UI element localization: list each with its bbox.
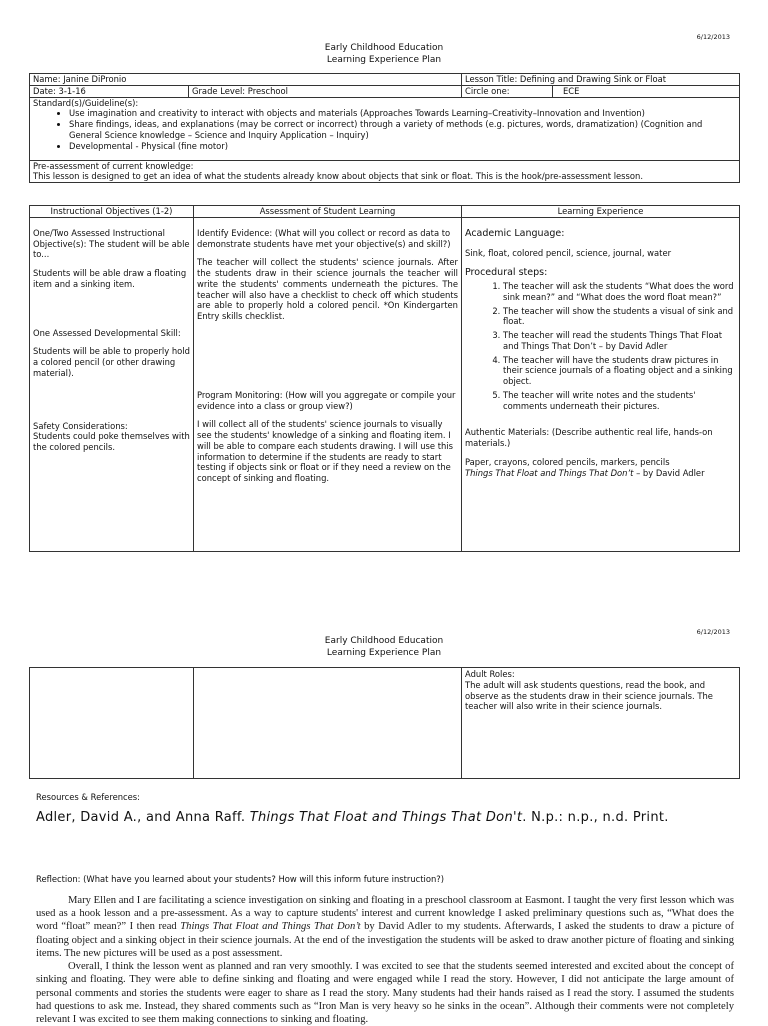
authentic-book-title: Things That Float and Things That Don’t [465,467,634,478]
continuation-table [29,667,740,779]
program-monitoring-text: I will collect all of the students' science journals to visually see the students' knowledge of a sinking and floating item. I will be able to compare each students drawing. I will use this information to determine if the students are ready to start testing if objects sink or float or if they need a review on the concept of sinking and floating. [197,419,454,483]
standard-item: • Use imagination and creativity to interact with objects and materials (Approaches Towards Learning–Creativity–Innovation and Invention) [69,108,736,119]
page-header [0,636,768,659]
page-header [0,43,768,66]
resources-label: Resources & References: [36,792,140,802]
procedural-steps-list [465,281,736,411]
grade-level-field: Grade Level: Preschool [189,85,462,97]
safety-text: Students could poke themselves with the colored pencils. [33,431,190,452]
reflection-body [36,894,734,1026]
adult-roles-cell [462,668,740,779]
reflection-p1-end: by David Adler to my students. Afterwards, I asked the students to draw a picture of floating object and a sinking object in their science journals. At the end of the investigation the students will be asked to draw another picture of floating and sinking items. The new pictures will be used as a post assessment. [36,921,734,959]
standard-item: • Share findings, ideas, and explanations (may be correct or incorrect) through a variety of methods (e.g. pictures, words, dramatization) (Cognition and General Science knowledge – Science and Inquiry Application – Inquiry) [69,119,736,141]
preassessment-cell [30,160,740,183]
standard-item: • Developmental - Physical (fine motor) [69,141,736,152]
procedural-steps-label: Procedural steps: [465,266,548,278]
reflection-paragraph-2: Overall, I think the lesson went as planned and ran very smoothly. I was excited to see that the students seemed interested and excited about the concept of sinking and floating. They were able to define sinking and floating and were engaged while I read the story. However, I did not anticipate the large amount of personal comments and stories the students were eager to share as I read the story. Many students had their hands raised as I read the story. I assumed the students had questions to ask me. Instead, they shared comments such as “Iron Man is very heavy so he sinks in the ocean”. Although their comments were not completely relevant I was excited to see them making connections to sinking and floating. [36,961,734,1026]
program-monitoring-label: Program Monitoring: (How will you aggregate or compile your evidence into a class or group view?) [197,389,456,411]
page-date: 6/12/2013 [696,33,730,41]
objectives-cell [30,217,194,551]
reflection-book-title: Things That Float and Things That Don’t [180,921,361,933]
procedural-step: 1. The teacher will ask the students “What does the word sink mean?” and “What does the word float mean?” [503,281,736,303]
adult-roles-label: Adult Roles: [465,669,515,679]
header-line2: Learning Experience Plan [326,54,442,65]
reflection-label: Reflection: (What have you learned about your students? How will this inform future instruction?) [36,874,445,884]
preassessment-label: Pre-assessment of current knowledge: [33,160,194,171]
reflection-p1-start: Mary Ellen and I are facilitating a science investigation on sinking and floating in a preschool classroom at Easmont. I taught the very first lesson which was used as a hook lesson and a pre-assessment. As a way to capture students' interest and current knowledge I asked preliminary questions such as, “What does the word “float” mean?” I then read [36,895,734,933]
procedural-step: 5. The teacher will write notes and the students' comments underneath their pictures. [503,390,736,412]
citation-authors: Adler, David A., and Anna Raff. [36,810,246,825]
header-line1: Early Childhood Education [324,636,444,646]
preassessment-text: This lesson is designed to get an idea of what the students already know about objects that sink or float. This is the hook/pre-assessment lesson. [33,171,643,182]
header-line1: Early Childhood Education [324,43,444,53]
procedural-step: 3. The teacher will read the students Things That Float and Things That Don’t – by David Adler [503,330,736,352]
header-assessment: Assessment of Student Learning [194,206,462,218]
assessment-cell-empty [194,668,462,779]
info-table [29,73,740,183]
authentic-materials-text: Paper, crayons, colored pencils, markers, pencils [465,456,670,467]
lesson-title-field: Lesson Title: Defining and Drawing Sink or Float [462,74,740,86]
assessed-objectives-text: Students will be able draw a floating item and a sinking item. [33,268,187,289]
citation-title: Things That Float and Things That Don't [249,810,523,825]
page-date: 6/12/2013 [696,628,730,636]
objectives-cell-empty [30,668,194,779]
procedural-step: 4. The teacher will have the students draw pictures in their science journals of a floating object and a sinking object. [503,355,736,387]
authentic-book-line [465,468,736,479]
citation [36,810,669,827]
header-line2: Learning Experience Plan [326,647,442,658]
name-field: Name: Janine DiPronio [30,74,462,86]
standards-list [33,108,736,151]
standards-label: Standard(s)/Guideline(s): [33,97,139,108]
developmental-skill-text: Students will be able to properly hold a colored pencil (or other drawing material). [33,346,190,378]
safety-label: Safety Considerations: [33,420,128,431]
assessed-objectives-label: One/Two Assessed Instructional Objective(s): The student will be able to... [33,227,190,260]
academic-language-label: Academic Language: [465,227,565,239]
authentic-book-author: – by David Adler [633,467,705,478]
developmental-skill-label: One Assessed Developmental Skill: [33,327,181,338]
identify-evidence-text: The teacher will collect the students' science journals. After the students draw in their science journals the teacher will write the students' comments underneath the pictures. The teacher will also have a checklist to check off which students are able to properly hold a colored pencil. *On Kindergarten Entry skills checklist. [197,257,458,321]
procedural-step: 2. The teacher will show the students a visual of sink and float. [503,306,736,328]
header-objectives: Instructional Objectives (1-2) [30,206,194,218]
experience-cell [462,217,740,551]
circle-one-label: Circle one: [462,85,553,97]
academic-language-text: Sink, float, colored pencil, science, journal, water [465,248,672,259]
standards-cell [30,97,740,160]
assessment-cell [194,217,462,551]
identify-evidence-label: Identify Evidence: (What will you collect or record as data to demonstrate students have met your objective(s) and skill?) [197,227,451,249]
circle-one-value: ECE [553,85,740,97]
header-experience: Learning Experience [462,206,740,218]
citation-rest: . N.p.: n.p., n.d. Print. [522,810,669,825]
plan-table [29,205,740,552]
date-field: Date: 3-1-16 [30,85,189,97]
reflection-paragraph-1 [36,894,734,960]
adult-roles-text: The adult will ask students questions, read the book, and observe as the students draw in their science journals. The teacher will also write in their science journals. [465,679,713,712]
authentic-materials-label: Authentic Materials: (Describe authentic real life, hands-on materials.) [465,427,713,449]
